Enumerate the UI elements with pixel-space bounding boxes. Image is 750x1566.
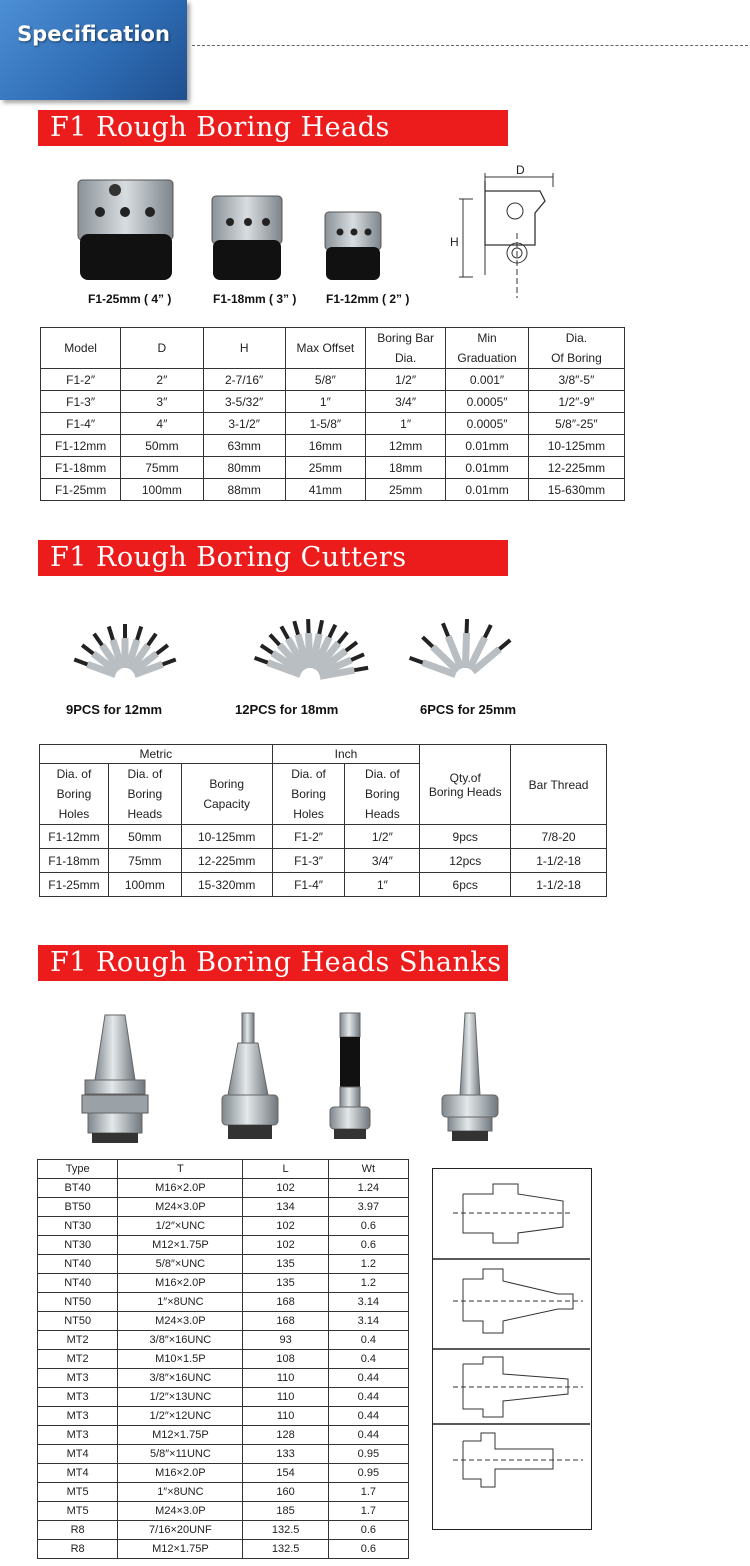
shanks-cell: NT50 [38,1293,118,1312]
shanks-cell: 135 [243,1255,328,1274]
heads-cell: 1-5/8″ [285,413,365,435]
boring-head-drawing [445,163,565,303]
shanks-cell: 1″×8UNC [118,1293,243,1312]
heads-cell: 10-125mm [528,435,624,457]
shanks-row [38,1540,409,1559]
col-min-graduation: Min Graduation [446,328,529,369]
cutters-row [40,849,607,873]
heads-cell: 3-1/2″ [203,413,285,435]
cutter-tip [261,645,273,653]
cutters-cell: F1-2″ [272,825,345,849]
shanks-row [38,1274,409,1293]
col-wt: Wt [328,1160,408,1179]
head-caption-18mm: F1-18mm ( 3” ) [213,292,297,306]
heads-cell: F1-12mm [41,435,121,457]
shanks-cell: 93 [243,1331,328,1350]
heads-cell: 18mm [365,457,445,479]
heads-cell: 5/8″ [285,369,365,391]
cutters-spec-table [39,744,607,897]
shanks-cell: 7/16×20UNF [118,1521,243,1540]
heads-cell: 0.01mm [446,457,529,479]
col-model: Model [41,328,121,369]
boring-cutters-photo [35,600,545,690]
shanks-cell: R8 [38,1540,118,1559]
drawing-label-h: H [450,235,459,249]
cutter-tip [294,621,298,634]
shanks-row [38,1179,409,1198]
cutter-caption-12mm: 9PCS for 12mm [66,702,163,717]
shanks-cell: 133 [243,1445,328,1464]
shanks-row [38,1312,409,1331]
heads-cell: 3-5/32″ [203,391,285,413]
shanks-row [38,1445,409,1464]
cutter-tip [109,626,113,639]
shanks-cell: 102 [243,1179,328,1198]
heads-cell: 1″ [285,391,365,413]
shanks-cell: M12×1.75P [118,1426,243,1445]
heads-cell: 100mm [121,479,203,501]
shanks-cell: MT3 [38,1369,118,1388]
shanks-cell: 132.5 [243,1540,328,1559]
shanks-cell: 0.44 [328,1369,408,1388]
cutters-cell: 10-125mm [181,825,272,849]
heads-cell: 1/2″ [365,369,445,391]
col-inch-holes: Dia. of Boring Holes [272,764,345,825]
shanks-cell: 1/2″×12UNC [118,1407,243,1426]
heads-row [41,479,625,501]
shanks-cell: 110 [243,1388,328,1407]
col-qty: Qty.of Boring Heads [420,745,511,825]
cutter-tip [255,658,268,663]
shanks-cell: 1/2″×UNC [118,1217,243,1236]
specification-label: Specification [17,22,170,46]
shanks-row [38,1464,409,1483]
heads-cell: F1-4″ [41,413,121,435]
shanks-cell: M16×2.0P [118,1274,243,1293]
head-caption-25mm: F1-25mm ( 4” ) [88,292,172,306]
cutter-caption-25mm: 6PCS for 25mm [420,702,517,717]
cutter-shank [465,633,466,668]
cutter-tip [499,640,510,649]
shanks-cell: 0.6 [328,1217,408,1236]
shanks-cell: 0.6 [328,1236,408,1255]
shanks-cell: M24×3.0P [118,1502,243,1521]
shanks-cell: 154 [243,1464,328,1483]
shanks-cell: NT40 [38,1255,118,1274]
shanks-cell: 110 [243,1369,328,1388]
cutter-tip [137,626,141,639]
heads-section-title: F1 Rough Boring Heads [38,110,508,146]
shanks-cell: M12×1.75P [118,1540,243,1559]
shanks-row [38,1426,409,1445]
col-dia-heads: Dia. of Boring Heads [108,764,181,825]
cutter-tip [319,620,322,634]
heads-cell: 63mm [203,435,285,457]
heads-cell: 41mm [285,479,365,501]
shanks-cell: 1.2 [328,1255,408,1274]
heads-row [41,457,625,479]
shanks-row [38,1217,409,1236]
col-d: D [121,328,203,369]
heads-cell: 3″ [121,391,203,413]
cutters-cell: 12pcs [420,849,511,873]
col-capacity: Boring Capacity [181,764,272,825]
shanks-cell: 1.7 [328,1483,408,1502]
heads-cell: 0.0005″ [446,413,529,435]
cutter-tip [157,645,168,654]
shanks-cell: 3/8″×16UNC [118,1369,243,1388]
shanks-cell: MT5 [38,1502,118,1521]
shanks-cell: 1.2 [328,1274,408,1293]
shanks-cell: 135 [243,1274,328,1293]
shanks-cell: MT3 [38,1388,118,1407]
heads-cell: 12-225mm [528,457,624,479]
header-divider [192,45,748,46]
shanks-cell: 1/2″×13UNC [118,1388,243,1407]
heads-cell: 16mm [285,435,365,457]
head-caption-12mm: F1-12mm ( 2” ) [326,292,410,306]
heads-cell: 0.01mm [446,435,529,457]
cutters-cell: 3/4″ [345,849,420,873]
heads-cell: 2″ [121,369,203,391]
shanks-cell: MT2 [38,1331,118,1350]
heads-row [41,369,625,391]
heads-cell: 88mm [203,479,285,501]
shanks-cell: 0.95 [328,1464,408,1483]
shanks-row [38,1369,409,1388]
shanks-cell: M12×1.75P [118,1236,243,1255]
shanks-row [38,1331,409,1350]
shanks-cell: 0.44 [328,1388,408,1407]
cutters-cell: 1-1/2-18 [511,849,607,873]
cutters-cell: 100mm [108,873,181,897]
shanks-cell: 0.95 [328,1445,408,1464]
shanks-row [38,1350,409,1369]
cutter-tip [346,642,357,650]
shanks-cell: 5/8″×11UNC [118,1445,243,1464]
col-dia-of-boring: Dia. Of Boring [528,328,624,369]
group-metric: Metric [40,745,273,764]
heads-cell: 0.01mm [446,479,529,501]
shanks-cell: 0.6 [328,1521,408,1540]
shanks-cell: 160 [243,1483,328,1502]
col-dia-holes: Dia. of Boring Holes [40,764,109,825]
shanks-row [38,1407,409,1426]
shanks-cell: 0.6 [328,1540,408,1559]
cutter-shank [309,633,310,668]
shanks-cell: M16×2.0P [118,1464,243,1483]
cutter-tip [443,623,448,636]
cutter-tip [338,632,347,643]
cutter-tip [410,658,423,663]
cutter-tip [94,634,102,645]
col-max-offset: Max Offset [285,328,365,369]
heads-cell: 4″ [121,413,203,435]
shanks-cell: 108 [243,1350,328,1369]
shanks-cell: 0.44 [328,1426,408,1445]
heads-cell: 0.0005″ [446,391,529,413]
shanks-row [38,1293,409,1312]
shanks-section-title: F1 Rough Boring Heads Shanks [38,945,508,981]
heads-cell: 80mm [203,457,285,479]
shanks-cell: MT5 [38,1483,118,1502]
cutter-caption-18mm: 12PCS for 18mm [235,702,339,717]
heads-spec-table [40,327,625,501]
cutter-tip [329,625,335,638]
shanks-cell: MT3 [38,1426,118,1445]
shanks-cell: 1.24 [328,1179,408,1198]
col-type: Type [38,1160,118,1179]
shanks-row [38,1521,409,1540]
col-boring-bar-dia: Boring Bar Dia. [365,328,445,369]
shanks-cell: M24×3.0P [118,1198,243,1217]
heads-cell: 3/8″-5″ [528,369,624,391]
heads-cell: 25mm [285,457,365,479]
cutters-cell: 75mm [108,849,181,873]
heads-cell: 12mm [365,435,445,457]
heads-row [41,391,625,413]
shanks-cell: 128 [243,1426,328,1445]
shanks-row [38,1388,409,1407]
cutter-tip [351,654,364,660]
shanks-row [38,1198,409,1217]
shanks-cell: NT30 [38,1236,118,1255]
cutters-cell: 12-225mm [181,849,272,873]
shanks-cell: 102 [243,1217,328,1236]
cutter-tip [423,637,433,647]
heads-row [41,413,625,435]
shanks-cell: MT3 [38,1407,118,1426]
heads-cell: 50mm [121,435,203,457]
col-inch-heads: Dia. of Boring Heads [345,764,420,825]
shank-technical-drawings [433,1169,590,1528]
cutter-tip [485,625,491,638]
heads-cell: 5/8″-25″ [528,413,624,435]
shanks-cell: 1.7 [328,1502,408,1521]
cutters-row [40,873,607,897]
shanks-cell: 0.4 [328,1350,408,1369]
shanks-cell: 102 [243,1236,328,1255]
shanks-cell: M10×1.5P [118,1350,243,1369]
shanks-cell: M16×2.0P [118,1179,243,1198]
col-l: L [243,1160,328,1179]
cutters-cell: 50mm [108,825,181,849]
shanks-cell: 132.5 [243,1521,328,1540]
shanks-cell: 1″×8UNC [118,1483,243,1502]
shanks-photo [70,1005,540,1150]
cutters-cell: 1″ [345,873,420,897]
cutters-cell: F1-3″ [272,849,345,873]
cutter-tip [148,634,156,645]
shanks-cell: NT30 [38,1217,118,1236]
cutters-section-title: F1 Rough Boring Cutters [38,540,508,576]
boring-heads-photo [70,172,430,297]
cutter-tip [82,645,93,654]
shanks-cell: 0.4 [328,1331,408,1350]
drawing-label-d: D [516,163,525,177]
heads-cell: 3/4″ [365,391,445,413]
shanks-cell: MT4 [38,1445,118,1464]
shanks-cell: 168 [243,1312,328,1331]
cutter-tip [163,660,176,665]
cutters-cell: F1-25mm [40,873,109,897]
shanks-cell: M24×3.0P [118,1312,243,1331]
shanks-cell: MT4 [38,1464,118,1483]
col-h: H [203,328,285,369]
cutters-cell: 1-1/2-18 [511,873,607,897]
shanks-cell: 110 [243,1407,328,1426]
shanks-cell: 3/8″×16UNC [118,1331,243,1350]
shanks-cell: BT40 [38,1179,118,1198]
shanks-cell: BT50 [38,1198,118,1217]
cutters-cell: 7/8-20 [511,825,607,849]
shanks-cell: 185 [243,1502,328,1521]
heads-cell: 1″ [365,413,445,435]
cutters-cell: F1-4″ [272,873,345,897]
group-inch: Inch [272,745,420,764]
shanks-spec-table [37,1159,409,1559]
heads-cell: F1-2″ [41,369,121,391]
shanks-cell: 3.97 [328,1198,408,1217]
shanks-row [38,1483,409,1502]
heads-cell: 75mm [121,457,203,479]
col-t: T [118,1160,243,1179]
heads-cell: 25mm [365,479,445,501]
cutters-cell: 9pcs [420,825,511,849]
shanks-cell: NT40 [38,1274,118,1293]
cutters-cell: 15-320mm [181,873,272,897]
shanks-cell: 0.44 [328,1407,408,1426]
specification-badge [0,0,187,100]
heads-cell: F1-3″ [41,391,121,413]
shanks-row [38,1236,409,1255]
shanks-cell: 134 [243,1198,328,1217]
cutter-tip [270,635,279,645]
shanks-cell: 168 [243,1293,328,1312]
heads-cell: 0.001″ [446,369,529,391]
shanks-row [38,1502,409,1521]
heads-cell: F1-25mm [41,479,121,501]
col-bar-thread: Bar Thread [511,745,607,825]
heads-cell: 2-7/16″ [203,369,285,391]
cutters-cell: 1/2″ [345,825,420,849]
cutter-tip [281,626,288,638]
heads-cell: 15-630mm [528,479,624,501]
cutters-cell: F1-18mm [40,849,109,873]
heads-cell: 1/2″-9″ [528,391,624,413]
heads-cell: F1-18mm [41,457,121,479]
shanks-cell: NT50 [38,1312,118,1331]
cutter-tip [354,668,368,670]
shanks-cell: 3.14 [328,1293,408,1312]
cutters-cell: F1-12mm [40,825,109,849]
cutter-tip [74,660,87,665]
shanks-cell: MT2 [38,1350,118,1369]
shanks-row [38,1255,409,1274]
cutters-cell: 6pcs [420,873,511,897]
shanks-cell: R8 [38,1521,118,1540]
cutters-row [40,825,607,849]
shanks-cell: 3.14 [328,1312,408,1331]
shank-drawings-panel [432,1168,592,1530]
heads-row [41,435,625,457]
shanks-cell: 5/8″×UNC [118,1255,243,1274]
